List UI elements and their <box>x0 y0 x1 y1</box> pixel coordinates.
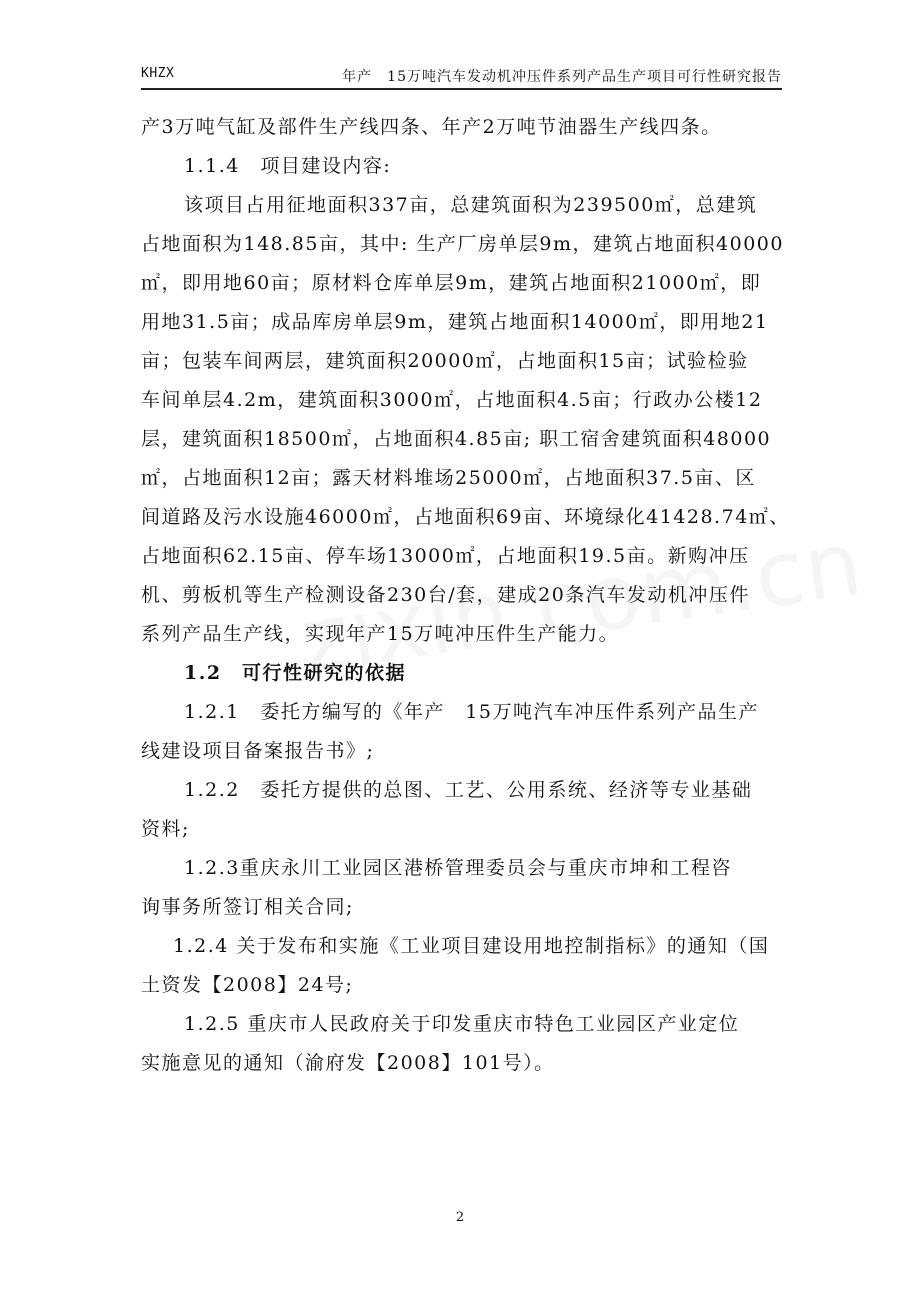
page-number: 2 <box>455 1210 465 1225</box>
paragraph-line: 占地面积为148.85亩，其中: 生产厂房单层9m，建筑占地面积40000 <box>141 233 784 255</box>
paragraph-line: 系列产品生产线，实现年产15万吨冲压件生产能力。 <box>141 623 620 645</box>
paragraph-line: 实施意见的通知（渝府发【2008】101号）。 <box>141 1052 555 1074</box>
paragraph-line: 1.2.5 重庆市人民政府关于印发重庆市特色工业园区产业定位 <box>184 1013 740 1035</box>
section-heading-1-2: 1.2 可行性研究的依据 <box>184 662 407 684</box>
paragraph-line: 机、剪板机等生产检测设备230台/套，建成20条汽车发动机冲压件 <box>141 584 750 606</box>
paragraph-line: 线建设项目备案报告书》; <box>141 740 375 762</box>
paragraph-line: 1.2.4 关于发布和实施《工业项目建设用地控制指标》的通知（国 <box>173 935 770 957</box>
paragraph-line: 占地面积62.15亩、停车场13000㎡，占地面积19.5亩。新购冲压 <box>141 545 750 567</box>
paragraph-line: 产3万吨气缸及部件生产线四条、年产2万吨节油器生产线四条。 <box>141 116 722 138</box>
paragraph-line: 1.2.3重庆永川工业园区港桥管理委员会与重庆市坤和工程咨 <box>184 857 732 879</box>
paragraph-line: 间道路及污水设施46000㎡，占地面积69亩、环境绿化41428.74㎡、 <box>141 506 790 528</box>
paragraph-line: 层，建筑面积18500㎡，占地面积4.85亩; 职工宿舍建筑面积48000 <box>141 428 772 450</box>
paragraph-line: 询事务所签订相关合同; <box>141 896 354 918</box>
section-heading-1-1-4: 1.1.4 项目建设内容: <box>184 155 392 177</box>
paragraph-line: ㎡，占地面积12亩；露天材料堆场25000㎡，占地面积37.5亩、区 <box>141 467 756 489</box>
paragraph-line: 资料; <box>141 818 190 840</box>
paragraph-line: 亩；包装车间两层，建筑面积20000㎡，占地面积15亩；试验检验 <box>141 350 749 372</box>
header-title: 年产 15万吨汽车发动机冲压件系列产品生产项目可行性研究报告 <box>342 69 782 85</box>
paragraph-line: 用地31.5亩；成品库房单层9m，建筑占地面积14000㎡，即用地21 <box>141 311 769 333</box>
paragraph-line: 车间单层4.2m，建筑面积3000㎡，占地面积4.5亩；行政办公楼12 <box>141 389 763 411</box>
paragraph-line: 该项目占用征地面积337亩，总建筑面积为239500㎡，总建筑 <box>184 194 758 216</box>
paragraph-line: 1.2.2 委托方提供的总图、工艺、公用系统、经济等专业基础 <box>184 779 753 801</box>
paragraph-line: ㎡，即用地60亩；原材料仓库单层9m，建筑占地面积21000㎡，即 <box>141 272 762 294</box>
paragraph-line: 1.2.1 委托方编写的《年产 15万吨汽车冲压件系列产品生产 <box>184 701 760 723</box>
page-header <box>141 66 782 90</box>
header-code: KHZX <box>141 66 175 81</box>
paragraph-line: 土资发【2008】24号; <box>141 974 354 996</box>
document-body <box>141 108 790 1083</box>
